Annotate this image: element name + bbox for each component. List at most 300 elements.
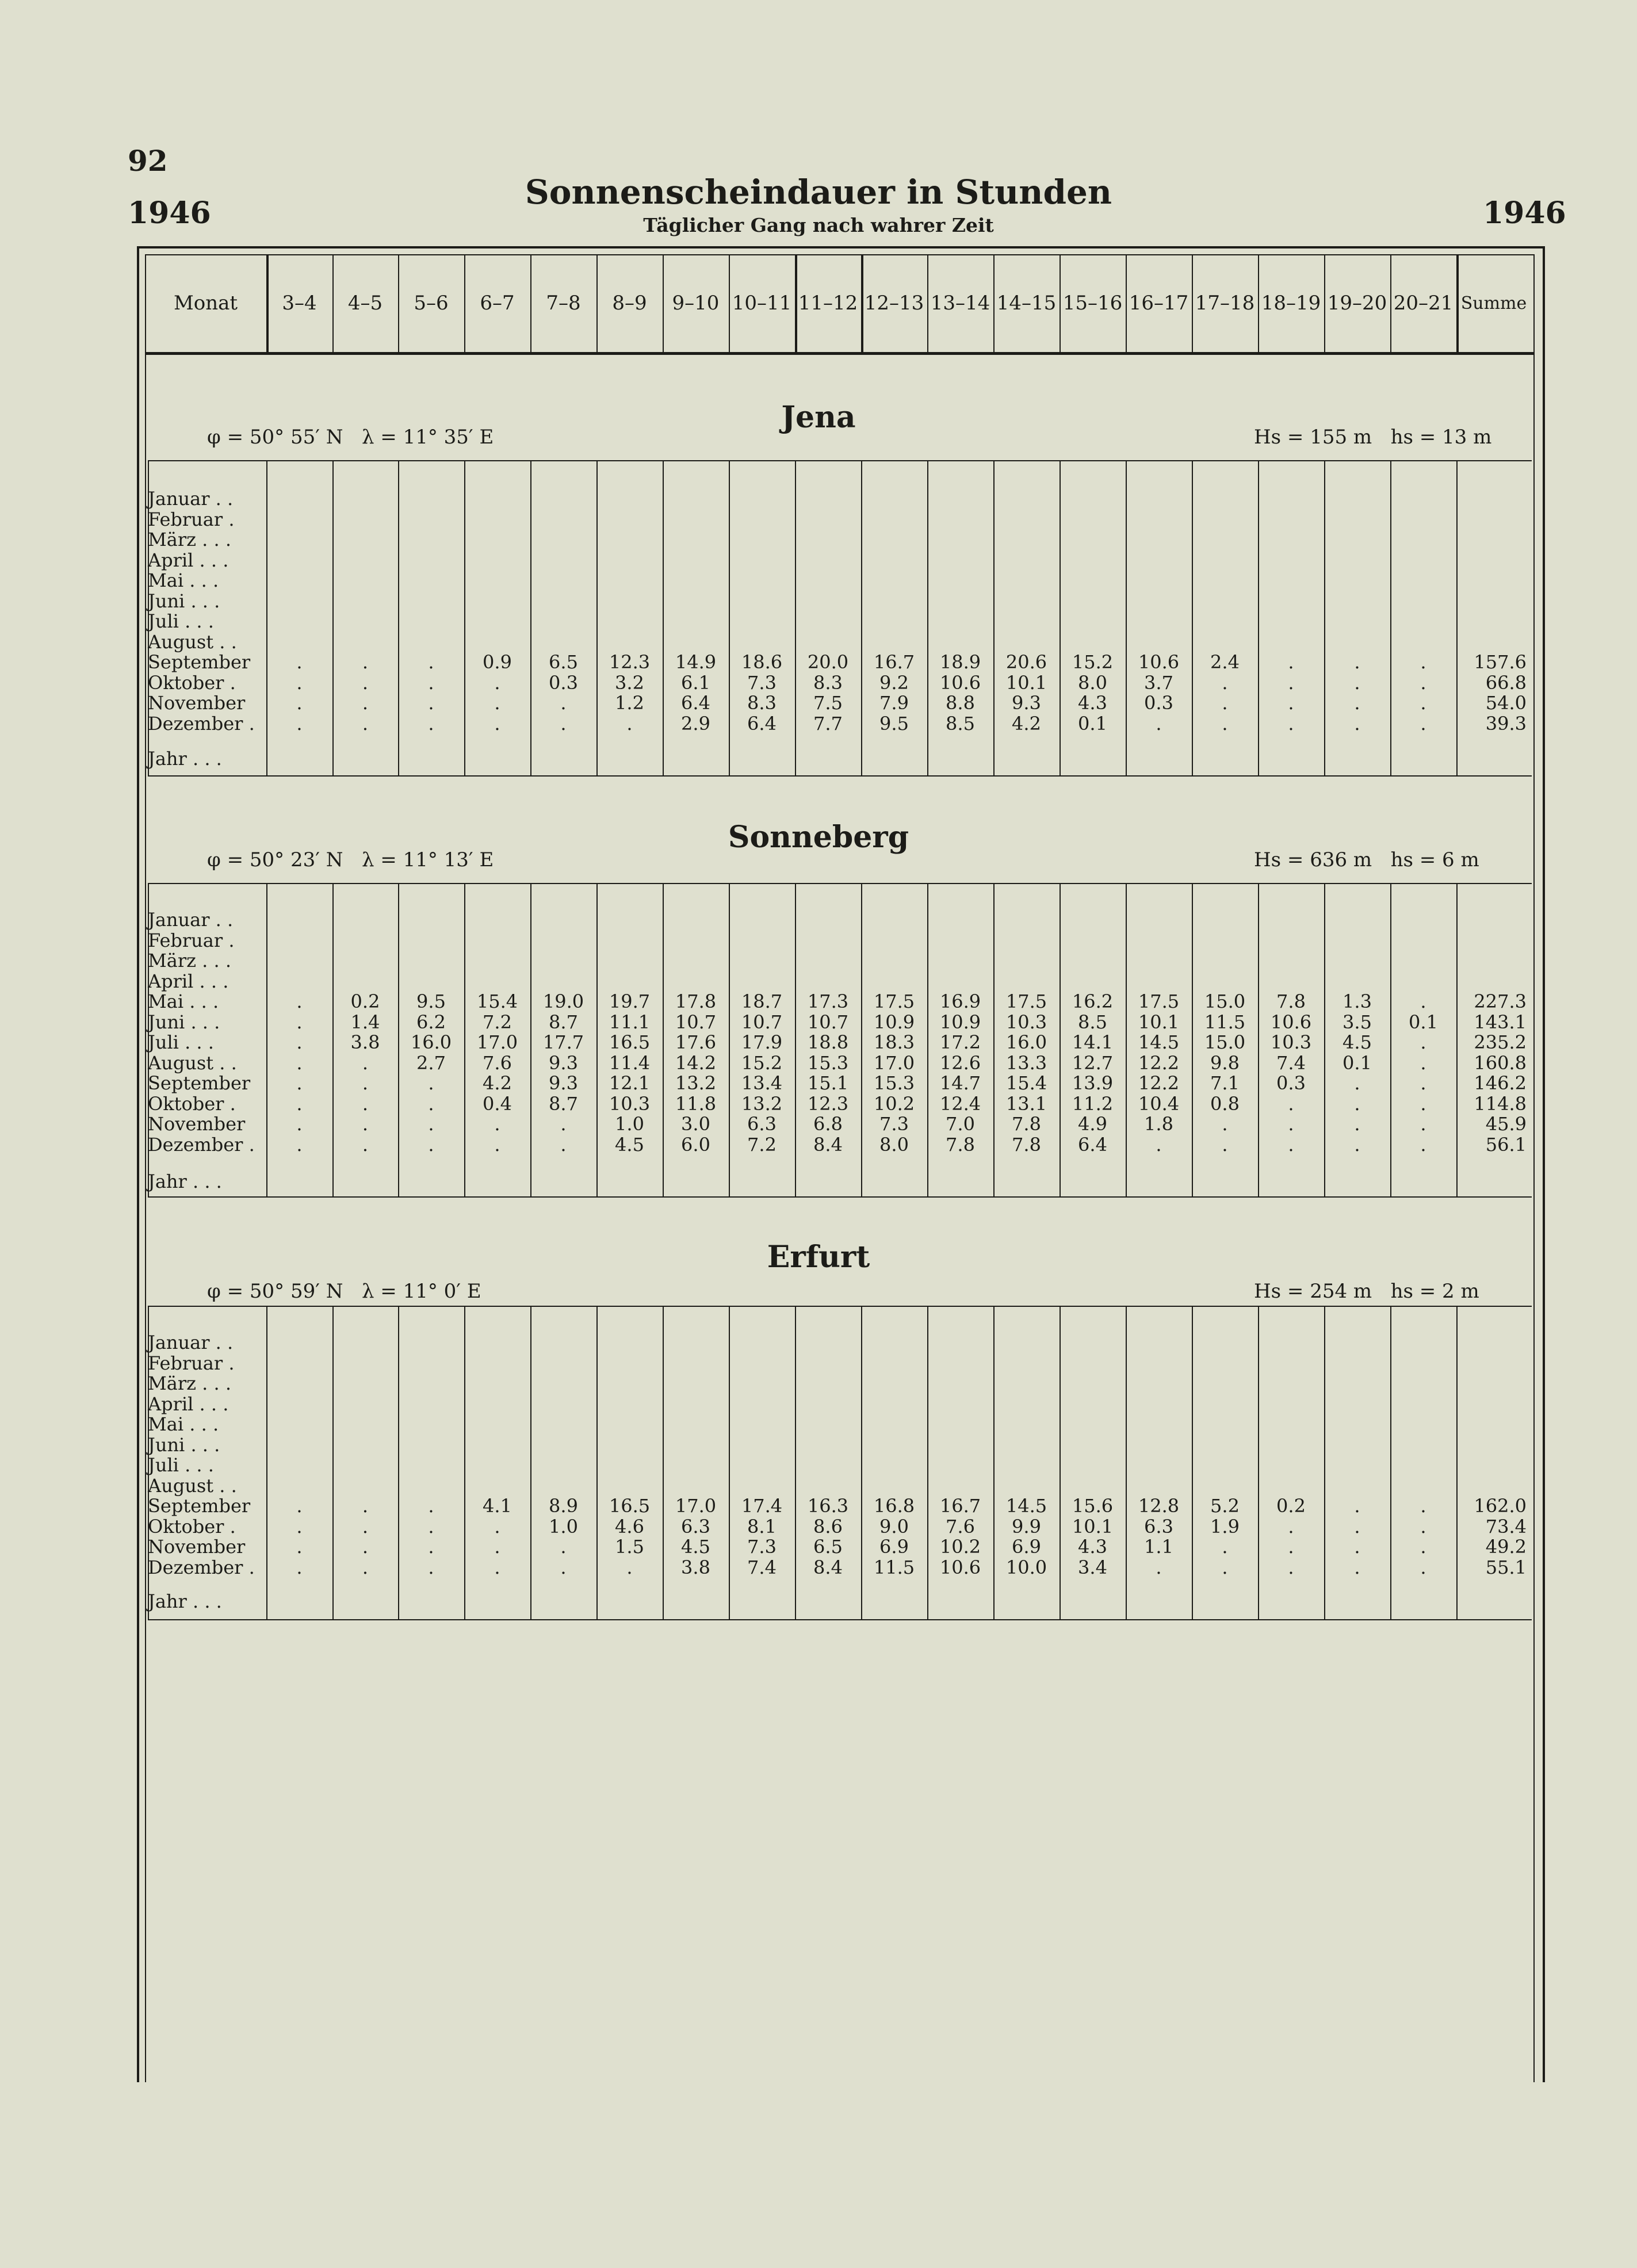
value-cell: 8.3 [747,692,777,714]
value-cell: . [296,1495,303,1517]
sum-cell: 157.6 [1474,651,1527,673]
value-cell: 10.1 [1138,1011,1180,1033]
value-cell: 0.8 [1210,1092,1240,1115]
value-cell: 7.9 [879,692,909,714]
value-cell: . [1420,1133,1426,1156]
value-cell: 4.3 [1078,1536,1107,1558]
month-label: Februar . [148,929,235,951]
sum-cell: 66.8 [1485,671,1527,694]
column-divider [795,460,796,775]
value-cell: . [1354,692,1360,714]
value-cell: 11.5 [873,1556,915,1578]
column-divider [332,883,334,1196]
column-divider [663,883,664,1196]
month-label: Mai . . . [148,990,219,1012]
value-cell: 7.1 [1210,1072,1240,1094]
column-divider [530,460,531,775]
value-cell: . [1420,1536,1426,1558]
header-hour-cell: 14–15 [996,292,1057,315]
value-cell: 17.5 [1005,990,1047,1012]
column-divider [663,460,664,775]
station-coordinates: φ = 50° 23′ N λ = 11° 13′ E [207,848,494,871]
column-divider [1192,460,1193,775]
column-divider [266,460,267,775]
column-divider [927,883,928,1196]
column-divider [729,460,730,775]
sum-cell: 55.1 [1485,1556,1527,1578]
header-hour-cell: 5–6 [414,292,449,315]
value-cell: . [1222,692,1228,714]
value-cell: 8.7 [549,1011,578,1033]
section-bottom-rule [148,1196,1532,1198]
value-cell: . [494,671,500,694]
sum-cell: 162.0 [1474,1495,1527,1517]
value-cell: . [1354,671,1360,694]
value-cell: 16.9 [939,990,981,1012]
table-top-rule [137,246,1545,248]
value-cell: . [296,1515,303,1538]
year-left: 1946 [128,196,211,231]
value-cell: 6.1 [681,671,710,694]
value-cell: 16.3 [807,1495,849,1517]
value-cell: 8.4 [813,1133,843,1156]
column-divider [596,883,598,1196]
value-cell: . [1288,1536,1294,1558]
month-label: Juli . . . [148,1031,214,1053]
value-cell: 10.4 [1138,1092,1180,1115]
value-cell: . [428,1113,434,1135]
value-cell: 0.9 [483,651,512,673]
month-label: Oktober . [148,671,236,694]
value-cell: 4.2 [483,1072,512,1094]
month-label: August . . [148,1051,237,1074]
value-cell: 13.4 [741,1072,783,1094]
value-cell: 15.0 [1204,990,1246,1012]
value-cell: . [362,712,369,735]
value-cell: 9.9 [1012,1515,1041,1538]
value-cell: . [1222,671,1228,694]
column-divider [1324,883,1325,1196]
header-column-divider [993,254,995,352]
column-divider [464,883,465,1196]
value-cell: 8.5 [946,712,975,735]
header-hour-cell: 20–21 [1393,292,1454,315]
column-divider [795,1306,796,1619]
value-cell: 3.4 [1078,1556,1107,1578]
value-cell: 7.2 [747,1133,777,1156]
month-label: Juli . . . [148,610,214,632]
value-cell: . [1222,1536,1228,1558]
month-label: Dezember . [148,1133,255,1156]
header-column-divider [1456,254,1459,352]
value-cell: 2.7 [416,1051,446,1074]
value-cell: 4.1 [483,1495,512,1517]
value-cell: 19.7 [609,990,651,1012]
station-name: Erfurt [767,1240,870,1275]
value-cell: 13.2 [675,1072,717,1094]
value-cell: 5.2 [1210,1495,1240,1517]
value-cell: 16.7 [873,651,915,673]
column-divider [1060,1306,1061,1619]
column-divider [1060,883,1061,1196]
value-cell: . [494,1536,500,1558]
value-cell: . [1288,671,1294,694]
value-cell: 10.7 [675,1011,717,1033]
value-cell: 0.3 [1144,692,1173,714]
sum-cell: 227.3 [1474,990,1527,1012]
month-label: Juni . . . [148,1433,220,1456]
month-label: Juli . . . [148,1454,214,1476]
page-subtitle: Täglicher Gang nach wahrer Zeit [643,214,994,236]
column-divider [993,460,995,775]
value-cell: 18.3 [873,1031,915,1053]
value-cell: . [362,1495,369,1517]
value-cell: 17.8 [675,990,717,1012]
sum-cell: 235.2 [1474,1031,1527,1053]
value-cell: 10.0 [1005,1556,1047,1578]
column-divider [729,883,730,1196]
header-hour-cell: 13–14 [930,292,990,315]
value-cell: 0.2 [350,990,380,1012]
column-divider [663,1306,664,1619]
value-cell: 15.4 [1005,1072,1047,1094]
month-label: Dezember . [148,712,255,735]
value-cell: 7.4 [747,1556,777,1578]
value-cell: . [362,651,369,673]
value-cell: . [1222,1133,1228,1156]
value-cell: 9.2 [879,671,909,694]
value-cell: 15.3 [873,1072,915,1094]
value-cell: 0.1 [1409,1011,1438,1033]
value-cell: 16.5 [609,1495,651,1517]
value-cell: . [362,692,369,714]
value-cell: 13.3 [1005,1051,1047,1074]
header-hour-cell: 6–7 [480,292,515,315]
value-cell: 7.7 [813,712,843,735]
value-cell: . [296,671,303,694]
value-cell: 9.3 [549,1051,578,1074]
value-cell: . [1420,1515,1426,1538]
value-cell: . [1354,1556,1360,1578]
header-hour-cell: 11–12 [798,292,858,315]
header-column-divider [596,254,598,352]
month-label: September [148,1495,251,1517]
value-cell: 7.3 [747,671,777,694]
value-cell: 7.4 [1276,1051,1306,1074]
value-cell: . [362,1113,369,1135]
value-cell: 13.1 [1005,1092,1047,1115]
value-cell: . [428,1536,434,1558]
value-cell: . [428,1515,434,1538]
value-cell: . [494,692,500,714]
value-cell: 11.8 [675,1092,717,1115]
value-cell: . [1420,1031,1426,1053]
value-cell: . [1288,1113,1294,1135]
value-cell: 9.3 [1012,692,1041,714]
value-cell: 11.1 [609,1011,651,1033]
value-cell: . [428,712,434,735]
value-cell: 10.3 [1005,1011,1047,1033]
station-heights: Hs = 254 m hs = 2 m [1254,1280,1479,1303]
value-cell: 2.4 [1210,651,1240,673]
page-title: Sonnenscheindauer in Stunden [525,173,1112,212]
month-label: April . . . [148,1393,229,1415]
value-cell: 11.5 [1204,1011,1246,1033]
value-cell: 3.7 [1144,671,1173,694]
sum-cell: 146.2 [1474,1072,1527,1094]
month-label: September [148,651,251,673]
month-label: November [148,692,246,714]
sum-cell: 39.3 [1485,712,1527,735]
sum-cell: 73.4 [1485,1515,1527,1538]
value-cell: 8.6 [813,1515,843,1538]
value-cell: 12.2 [1138,1051,1180,1074]
column-divider [464,1306,465,1619]
value-cell: 0.4 [483,1092,512,1115]
value-cell: 15.0 [1204,1031,1246,1053]
sum-cell: 54.0 [1485,692,1527,714]
column-divider [1324,460,1325,775]
station-name: Jena [781,400,856,435]
column-divider [1126,1306,1127,1619]
header-column-divider [1126,254,1127,352]
value-cell: 8.4 [813,1556,843,1578]
value-cell: . [1420,671,1426,694]
value-cell: . [560,1556,567,1578]
column-divider [266,1306,267,1619]
station-heights: Hs = 155 m hs = 13 m [1254,426,1492,449]
section-bottom-rule [148,775,1532,777]
value-cell: 7.2 [483,1011,512,1033]
header-column-divider [266,254,269,352]
month-label: November [148,1536,246,1558]
value-cell: . [362,1072,369,1094]
value-cell: 15.3 [807,1051,849,1074]
value-cell: 4.3 [1078,692,1107,714]
column-divider [1324,1306,1325,1619]
value-cell: 6.9 [1012,1536,1041,1558]
value-cell: 6.5 [813,1536,843,1558]
value-cell: 15.2 [741,1051,783,1074]
header-hour-cell: 7–8 [546,292,581,315]
value-cell: . [1288,692,1294,714]
value-cell: . [1222,1556,1228,1578]
value-cell: . [1354,651,1360,673]
value-cell: . [428,1092,434,1115]
value-cell: 10.6 [1270,1011,1312,1033]
value-cell: 12.4 [939,1092,981,1115]
value-cell: . [494,1113,500,1135]
header-hour-cell: 15–16 [1062,292,1123,315]
column-divider [1258,460,1259,775]
value-cell: . [362,671,369,694]
value-cell: . [296,990,303,1012]
value-cell: 8.5 [1078,1011,1107,1033]
value-cell: 6.4 [681,692,710,714]
header-column-divider [663,254,664,352]
value-cell: 1.2 [615,692,644,714]
value-cell: 12.2 [1138,1072,1180,1094]
value-cell: . [1420,1092,1426,1115]
value-cell: . [296,1092,303,1115]
header-hour-cell: 16–17 [1129,292,1189,315]
value-cell: . [494,1133,500,1156]
value-cell: 12.8 [1138,1495,1180,1517]
column-divider [861,1306,862,1619]
column-divider [1390,460,1391,775]
value-cell: 12.1 [609,1072,651,1094]
sum-cell: 56.1 [1485,1133,1527,1156]
column-divider [398,883,399,1196]
value-cell: 8.1 [747,1515,777,1538]
month-label: Dezember . [148,1556,255,1578]
column-divider [993,1306,995,1619]
value-cell: . [1288,651,1294,673]
value-cell: 7.8 [1276,990,1306,1012]
value-cell: 7.3 [747,1536,777,1558]
header-sum-label: Summe [1460,293,1527,313]
header-column-divider [1324,254,1325,352]
sum-cell: 160.8 [1474,1051,1527,1074]
column-divider [596,1306,598,1619]
header-column-divider [1390,254,1391,352]
value-cell: . [1156,1556,1162,1578]
value-cell: . [1288,1133,1294,1156]
column-divider [927,460,928,775]
column-divider [1192,1306,1193,1619]
value-cell: 3.2 [615,671,644,694]
value-cell: 17.3 [807,990,849,1012]
value-cell: 10.3 [1270,1031,1312,1053]
station-coordinates: φ = 50° 55′ N λ = 11° 35′ E [207,426,494,449]
month-label: Januar . . [148,488,234,510]
header-column-divider [1060,254,1061,352]
value-cell: 6.2 [416,1011,446,1033]
header-column-divider [927,254,928,352]
value-cell: . [1288,712,1294,735]
value-cell: . [1420,990,1426,1012]
sum-cell: 49.2 [1485,1536,1527,1558]
column-divider [1258,1306,1259,1619]
value-cell: . [560,712,567,735]
value-cell: 0.1 [1343,1051,1372,1074]
value-cell: 7.5 [813,692,843,714]
value-cell: 6.4 [1078,1133,1107,1156]
value-cell: 14.5 [1138,1031,1180,1053]
value-cell: . [362,1556,369,1578]
header-rule [145,352,1535,355]
value-cell: 18.8 [807,1031,849,1053]
value-cell: 3.5 [1343,1011,1372,1033]
value-cell: . [494,1556,500,1578]
value-cell: 15.1 [807,1072,849,1094]
column-divider [1390,883,1391,1196]
value-cell: . [560,1133,567,1156]
value-cell: 7.6 [483,1051,512,1074]
value-cell: . [1156,712,1162,735]
value-cell: . [1420,1051,1426,1074]
value-cell: 1.8 [1144,1113,1173,1135]
value-cell: . [1420,1556,1426,1578]
value-cell: 17.4 [741,1495,783,1517]
value-cell: 1.0 [615,1113,644,1135]
value-cell: 17.5 [873,990,915,1012]
header-hour-cell: 18–19 [1261,292,1321,315]
header-month-label: Monat [173,292,238,315]
value-cell: 8.0 [879,1133,909,1156]
column-divider [332,1306,334,1619]
value-cell: 10.6 [1138,651,1180,673]
value-cell: 3.0 [681,1113,710,1135]
value-cell: 14.7 [939,1072,981,1094]
header-hour-cell: 9–10 [672,292,720,315]
value-cell: 1.5 [615,1536,644,1558]
value-cell: . [1354,1515,1360,1538]
value-cell: . [296,1133,303,1156]
value-cell: 4.5 [1343,1031,1372,1053]
value-cell: 18.7 [741,990,783,1012]
value-cell: . [362,1133,369,1156]
value-cell: 6.9 [879,1536,909,1558]
column-divider [729,1306,730,1619]
value-cell: . [560,1536,567,1558]
column-divider [1060,460,1061,775]
value-cell: . [428,651,434,673]
header-column-divider [464,254,465,352]
header-column-divider [398,254,399,352]
value-cell: 8.0 [1078,671,1107,694]
value-cell: 7.8 [1012,1133,1041,1156]
value-cell: 9.0 [879,1515,909,1538]
value-cell: 1.3 [1343,990,1372,1012]
value-cell: 10.9 [873,1011,915,1033]
value-cell: 17.0 [873,1051,915,1074]
value-cell: . [296,651,303,673]
value-cell: 7.3 [879,1113,909,1135]
column-divider [398,1306,399,1619]
value-cell: 6.5 [549,651,578,673]
value-cell: . [1288,1515,1294,1538]
station-heights: Hs = 636 m hs = 6 m [1254,848,1479,871]
value-cell: 1.9 [1210,1515,1240,1538]
table-inner-frame [145,255,1535,2082]
value-cell: . [1222,1113,1228,1135]
value-cell: 10.1 [1005,671,1047,694]
column-divider [464,460,465,775]
value-cell: . [1420,692,1426,714]
value-cell: 15.2 [1072,651,1114,673]
value-cell: . [362,1536,369,1558]
value-cell: . [494,712,500,735]
value-cell: . [296,1011,303,1033]
value-cell: . [1222,712,1228,735]
value-cell: . [626,1556,633,1578]
month-label: Mai . . . [148,1413,219,1435]
value-cell: . [1354,1133,1360,1156]
value-cell: 8.3 [813,671,843,694]
value-cell: . [1420,1113,1426,1135]
value-cell: 20.0 [807,651,849,673]
column-divider [332,460,334,775]
month-label: Oktober . [148,1092,236,1115]
station-coordinates: φ = 50° 59′ N λ = 11° 0′ E [207,1280,481,1303]
value-cell: 1.0 [549,1515,578,1538]
column-divider [927,1306,928,1619]
station-name: Sonneberg [728,820,909,855]
year-right: 1946 [1483,196,1566,231]
header-hour-cell: 10–11 [732,292,792,315]
value-cell: 1.1 [1144,1536,1173,1558]
